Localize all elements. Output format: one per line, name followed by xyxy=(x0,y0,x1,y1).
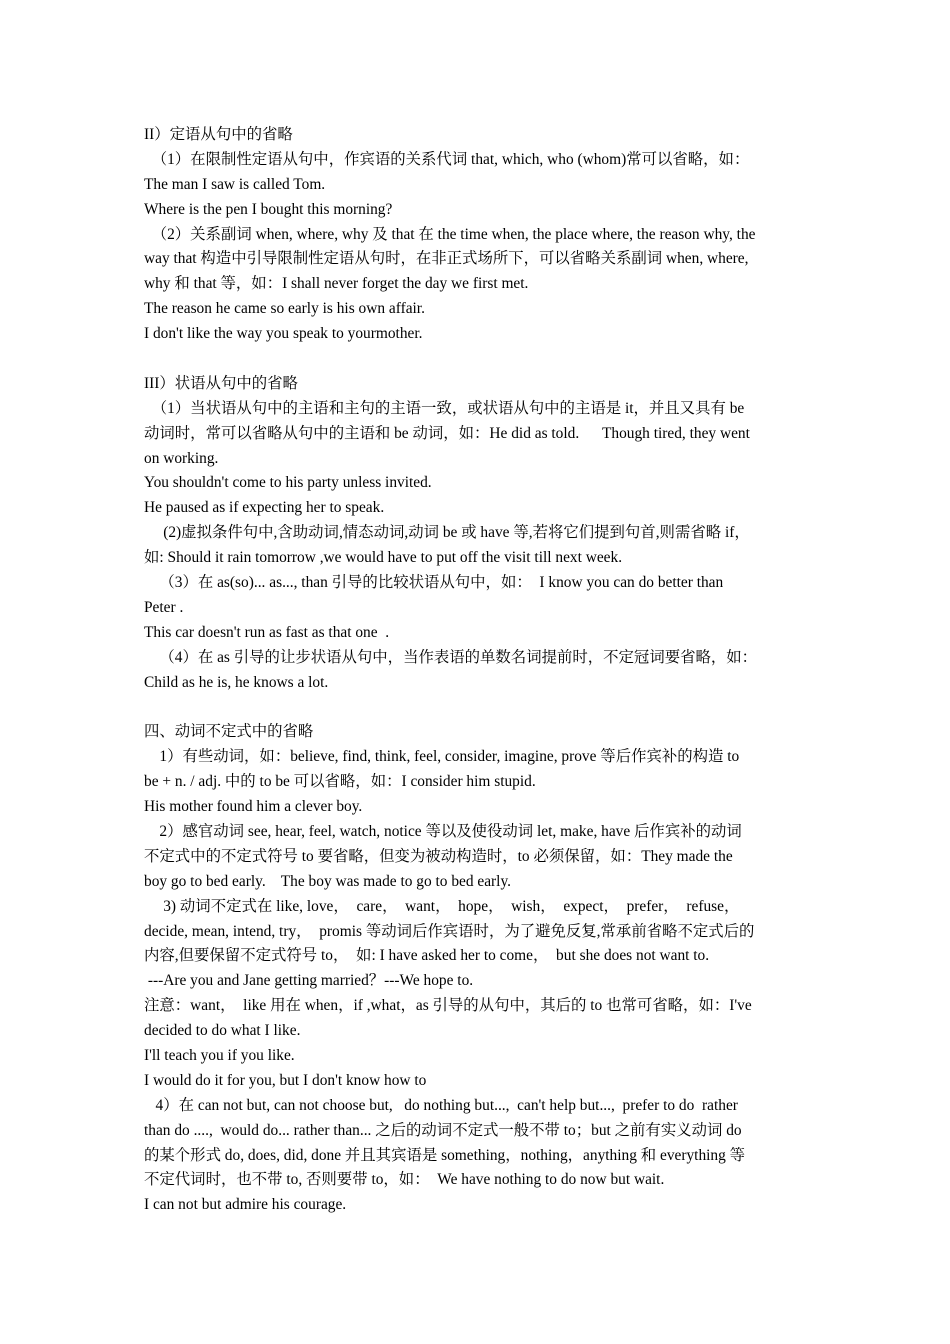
example-sentence: I can not but admire his courage. xyxy=(144,1196,347,1214)
example-sentence: Where is the pen I bought this morning? xyxy=(144,200,393,218)
example-sentence: I don't like the way you speak to yourmother. xyxy=(144,325,423,343)
section-heading-adverbial: III）状语从句中的省略 xyxy=(144,374,298,392)
example-sentence: I would do it for you, but I don't know how to xyxy=(144,1071,427,1089)
blank-line xyxy=(144,347,812,372)
paragraph-line: be + n. / adj. 中的 to be 可以省略，如：I consider him stupid. xyxy=(144,773,536,791)
paragraph-line: 不定式中的不定式符号 to 要省略，但变为被动构造时，to 必须保留，如：They made the xyxy=(144,847,733,865)
paragraph-line: than do ...., would do... rather than... 之后的动词不定式一般不带 to；but 之前有实义动词 do xyxy=(144,1121,742,1139)
paragraph-line: boy go to bed early. The boy was made to go to bed early. xyxy=(144,872,511,890)
example-sentence: You shouldn't come to his party unless invited. xyxy=(144,474,432,492)
paragraph-line: 动词时，常可以省略从句中的主语和 be 动词，如：He did as told. Though tired, they went xyxy=(144,424,750,442)
example-sentence: I'll teach you if you like. xyxy=(144,1046,295,1064)
paragraph-line: Peter . xyxy=(144,598,184,616)
dialogue-line: ---Are you and Jane getting married？---We hope to. xyxy=(144,972,474,990)
blank-line xyxy=(144,695,812,720)
paragraph-line: 如: Should it rain tomorrow ,we would have to put off the visit till next week. xyxy=(144,549,623,567)
paragraph-line: （2）关系副词 when, where, why 及 that 在 the time when, the place where, the reason why, the xyxy=(144,225,756,243)
paragraph-line: （1）在限制性定语从句中，作宾语的关系代词 that, which, who (whom)常可以省略，如： xyxy=(144,150,750,168)
paragraph-line: 1）有些动词，如：believe, find, think, feel, consider, imagine, prove 等后作宾补的构造 to xyxy=(144,748,740,766)
note-line: decided to do what I like. xyxy=(144,1022,301,1040)
paragraph-line: 不定代词时，也不带 to, 否则要带 to，如： We have nothing to do now but wait. xyxy=(144,1171,665,1189)
section-heading-infinitive: 四、动词不定式中的省略 xyxy=(144,723,314,741)
example-sentence: The man I saw is called Tom. xyxy=(144,175,326,193)
paragraph-line: 3) 动词不定式在 like, love， care， want， hope， wish， expect， prefer， refuse， xyxy=(144,897,740,915)
paragraph-line: 内容,但要保留不定式符号 to， 如: I have asked her to come， but she does not want to. xyxy=(144,947,710,965)
paragraph-line: （3）在 as(so)... as..., than 引导的比较状语从句中，如： I know you can do better than xyxy=(144,574,724,592)
example-sentence: This car doesn't run as fast as that one . xyxy=(144,623,390,641)
paragraph-line: Child as he is, he knows a lot. xyxy=(144,673,329,691)
paragraph-line: （4）在 as 引导的让步状语从句中，当作表语的单数名词提前时，不定冠词要省略，如： xyxy=(144,648,758,666)
example-sentence: His mother found him a clever boy. xyxy=(144,798,363,816)
paragraph-line: why 和 that 等，如：I shall never forget the day we first met. xyxy=(144,275,529,293)
paragraph-line: on working. xyxy=(144,449,219,467)
paragraph-line: 2）感官动词 see, hear, feel, watch, notice 等以及使役动词 let, make, have 后作宾补的动词 xyxy=(144,822,742,840)
paragraph-line: way that 构造中引导限制性定语从句时，在非正式场所下，可以省略关系副词 when, where, xyxy=(144,250,749,268)
paragraph-line: （1）当状语从句中的主语和主句的主语一致，或状语从句中的主语是 it，并且又具有 be xyxy=(144,399,745,417)
document-body xyxy=(144,123,812,1218)
example-sentence: The reason he came so early is his own affair. xyxy=(144,300,425,318)
note-line: 注意：want， like 用在 when，if ,what，as 引导的从句中，其后的 to 也常可省略，如：I've xyxy=(144,997,752,1015)
section-heading-attributive: II）定语从句中的省略 xyxy=(144,126,293,143)
paragraph-line: (2)虚拟条件句中,含助动词,情态动词,动词 be 或 have 等,若将它们提到句首,则需省略 if， xyxy=(144,524,750,542)
paragraph-line: 的某个形式 do, does, did, done 并且其宾语是 something，nothing，anything 和 everything 等 xyxy=(144,1146,746,1164)
example-sentence: He paused as if expecting her to speak. xyxy=(144,499,385,517)
paragraph-line: 4）在 can not but, can not choose but, do nothing but..., can't help but..., prefer to do rather xyxy=(144,1096,738,1114)
paragraph-line: decide, mean, intend, try， promis 等动词后作宾语时，为了避免反复,常承前省略不定式后的 xyxy=(144,922,755,940)
